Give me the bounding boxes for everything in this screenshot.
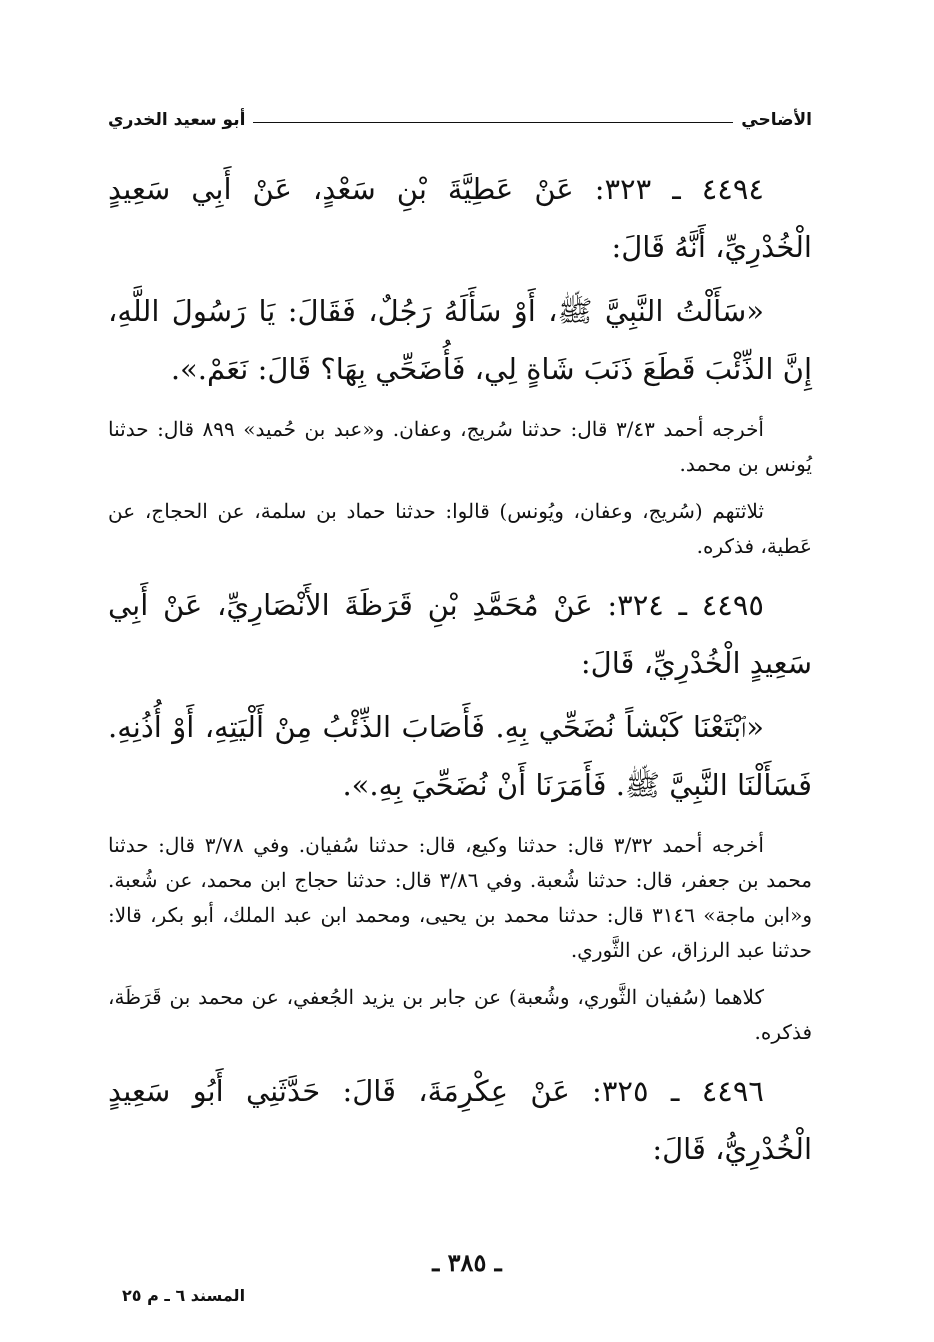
takhrij-paragraph: أخرجه أحمد ٣/٤٣ قال: حدثنا سُريج، وعفان. و«عبد بن حُميد» ٨٩٩ قال: حدثنا يُونس بن محمد. <box>108 417 812 476</box>
takhrij-paragraph: أخرجه أحمد ٣/٣٢ قال: حدثنا وكيع، قال: حدثنا سُفيان. وفي ٣/٧٨ قال: حدثنا محمد بن جعفر، قال: حدثنا شُعبة. وفي ٣/٨٦ قال: حدثنا حجاج ابن محمد، عن شُعبة. و«ابن ماجة» ٣١٤٦ قال: حدثنا محمد بن يحيى، ومحمد ابن عبد الملك، أبو بكر، قالا: حدثنا عبد الرزاق، عن الثَّوري. <box>108 833 812 962</box>
narrator-title: أبو سعيد الخدري <box>108 110 246 130</box>
header-rule <box>253 122 733 123</box>
printer-signature: المسند ٦ ـ م ٢٥ <box>122 1286 246 1305</box>
hadith-heading: ٤٤٩٦ ـ ٣٢٥: عَنْ عِكْرِمَةَ، قَالَ: حَدَّثَنِي أَبُو سَعِيدٍ الْخُدْرِيُّ، قَالَ: <box>108 1074 812 1166</box>
hadith-4496 <box>108 1062 812 1178</box>
page-number: ـ ٣٨٥ ـ <box>432 1248 502 1277</box>
hadith-4495 <box>108 576 812 1050</box>
takhrij-paragraph: كلاهما (سُفيان الثَّوري، وشُعبة) عن جابر بن يزيد الجُعفي، عن محمد بن قَرَظَة، فذكره. <box>108 985 812 1044</box>
hadith-heading: ٤٤٩٥ ـ ٣٢٤: عَنْ مُحَمَّدِ بْنِ قَرَظَةَ الأَنْصَارِيِّ، عَنْ أَبِي سَعِيدٍ الْخُدْرِيِّ، قَالَ: <box>108 588 812 680</box>
hadith-heading: ٤٤٩٤ ـ ٣٢٣: عَنْ عَطِيَّةَ بْنِ سَعْدٍ، عَنْ أَبِي سَعِيدٍ الْخُدْرِيِّ، أَنَّهُ قَالَ: <box>108 172 812 264</box>
hadith-text: «ٱبْتَعْنَا كَبْشاً نُضَحِّي بِهِ. فَأَصَابَ الذِّئْبُ مِنْ أَلْيَتِهِ، أَوْ أُذُنِهِ. فَسَأَلْنَا النَّبِيَّ ﷺ. فَأَمَرَنَا أَنْ نُضَحِّيَ بِهِ.». <box>108 710 812 802</box>
page-content <box>108 160 812 1184</box>
takhrij-paragraph: ثلاثتهم (سُريج، وعفان، ويُونس) قالوا: حدثنا حماد بن سلمة، عن الحجاج، عن عَطية، فذكره. <box>108 499 812 558</box>
chapter-title: الأضاحي <box>741 110 812 130</box>
hadith-text: «سَأَلْتُ النَّبِيَّ ﷺ، أَوْ سَأَلَهُ رَجُلٌ، فَقَالَ: يَا رَسُولَ اللَّهِ، إِنَّ الذِّئْبَ قَطَعَ ذَنَبَ شَاةٍ لِي، فَأُضَحِّي بِهَا؟ قَالَ: نَعَمْ.». <box>108 294 812 386</box>
hadith-4494 <box>108 160 812 564</box>
running-header <box>108 96 812 130</box>
